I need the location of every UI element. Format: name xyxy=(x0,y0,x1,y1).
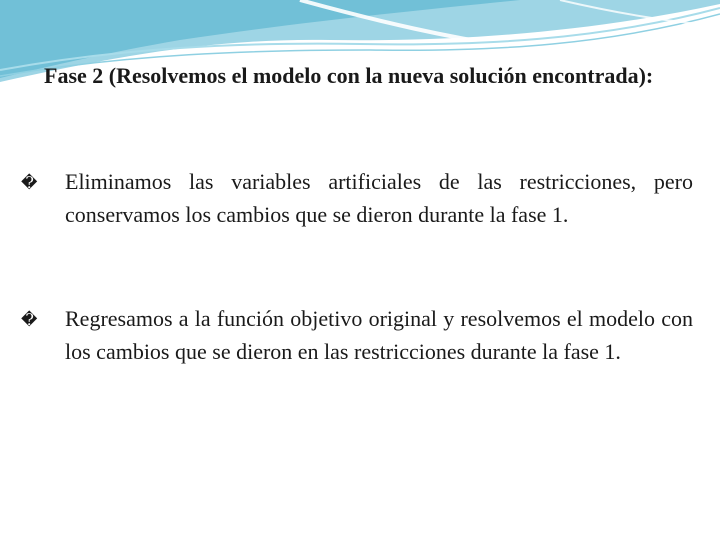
slide-title: Fase 2 (Resolvemos el modelo con la nueva solución encontrada): xyxy=(44,63,654,88)
bullet-text: Regresamos a la función objetivo original y resolvemos el modelo con los cambios que se dieron en las restricciones durante la fase 1. xyxy=(65,306,693,364)
bullet-marker-icon: � xyxy=(21,312,38,329)
bullet-text: Eliminamos las variables artificiales de las restricciones, pero conservamos los cambios que se dieron durante la fase 1. xyxy=(65,169,693,227)
bullet-marker-icon: � xyxy=(21,175,38,192)
bullet-item xyxy=(21,303,693,367)
bullet-item xyxy=(21,166,693,230)
